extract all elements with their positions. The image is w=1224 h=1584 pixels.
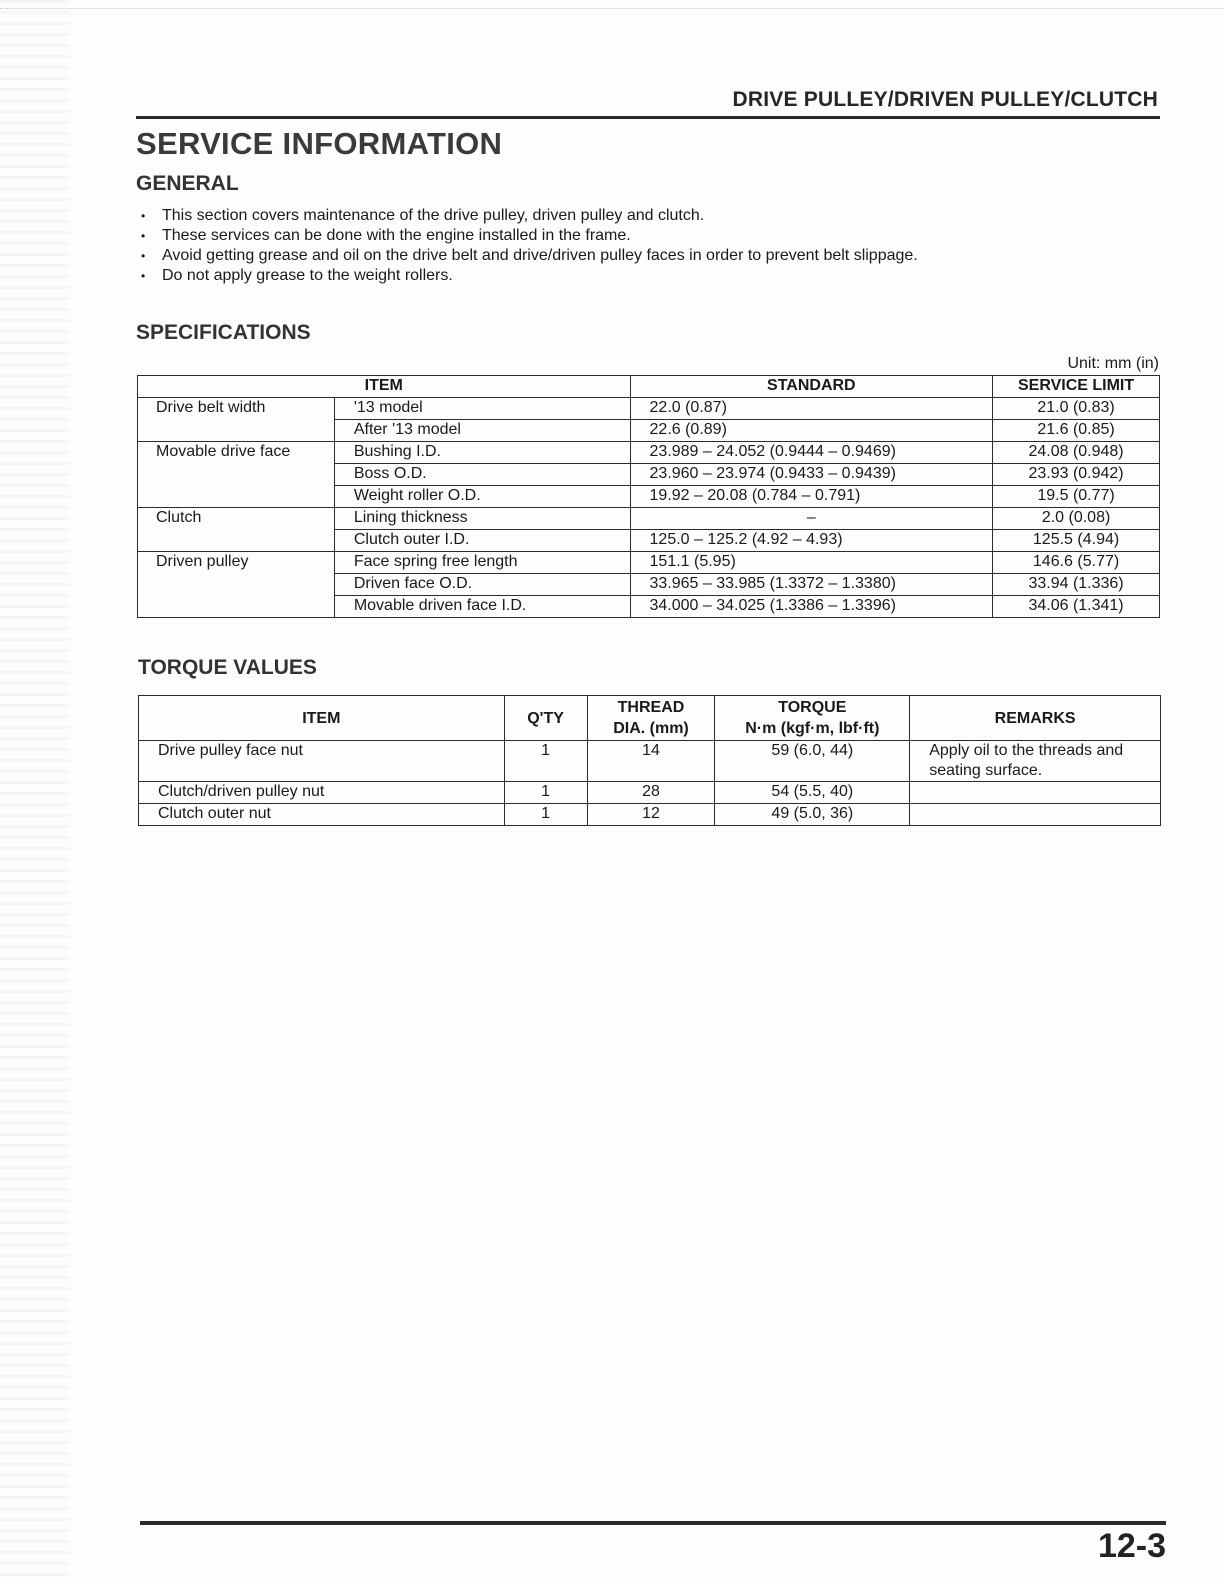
spec-limit: 19.5 (0.77)	[993, 486, 1160, 508]
spec-subitem: Boss O.D.	[334, 464, 630, 486]
spec-limit: 21.0 (0.83)	[993, 398, 1160, 420]
thread-header-line1: THREAD	[617, 699, 685, 716]
page-number: 12-3	[1097, 1527, 1166, 1565]
spec-standard: 23.960 – 23.974 (0.9433 – 0.9439)	[630, 464, 993, 486]
table-row	[138, 552, 1160, 574]
table-row	[139, 804, 1161, 826]
spec-subitem: Clutch outer I.D.	[334, 530, 630, 552]
torque-header-line2: N·m (kgf·m, lbf·ft)	[745, 720, 880, 737]
spec-standard: 151.1 (5.95)	[630, 552, 993, 574]
spec-standard: 33.965 – 33.985 (1.3372 – 1.3380)	[630, 574, 993, 596]
spec-subitem: Face spring free length	[334, 552, 630, 574]
general-heading: GENERAL	[136, 172, 239, 195]
spec-limit: 146.6 (5.77)	[993, 552, 1160, 574]
spec-subitem: Driven face O.D.	[334, 574, 630, 596]
torque-thread: 28	[587, 782, 715, 804]
spec-limit: 24.08 (0.948)	[993, 442, 1160, 464]
torque-item: Drive pulley face nut	[139, 741, 505, 782]
specifications-table	[137, 375, 1160, 618]
spec-subitem: Lining thickness	[334, 508, 630, 530]
torque-values-heading: TORQUE VALUES	[138, 656, 317, 679]
column-header-qty: Q'TY	[504, 696, 587, 741]
spec-subitem: Weight roller O.D.	[334, 486, 630, 508]
torque-qty: 1	[504, 804, 587, 826]
torque-thread: 12	[587, 804, 715, 826]
torque-qty: 1	[504, 782, 587, 804]
torque-remarks	[910, 804, 1161, 826]
scan-left-edge	[0, 0, 70, 1584]
torque-header-line1: TORQUE	[778, 699, 847, 716]
spec-item: Drive belt width	[138, 398, 335, 442]
torque-item: Clutch outer nut	[139, 804, 505, 826]
column-header-standard: STANDARD	[630, 376, 993, 398]
header-rule	[136, 116, 1160, 119]
spec-item: Clutch	[138, 508, 335, 552]
spec-standard: –	[630, 508, 993, 530]
general-bullet-list	[140, 206, 918, 286]
spec-subitem: Bushing I.D.	[334, 442, 630, 464]
spec-limit: 125.5 (4.94)	[993, 530, 1160, 552]
specifications-heading: SPECIFICATIONS	[136, 321, 311, 344]
torque-qty: 1	[504, 741, 587, 782]
torque-item: Clutch/driven pulley nut	[139, 782, 505, 804]
table-row	[138, 508, 1160, 530]
spec-subitem: '13 model	[334, 398, 630, 420]
spec-item: Movable drive face	[138, 442, 335, 508]
spec-standard: 22.0 (0.87)	[630, 398, 993, 420]
table-row	[138, 442, 1160, 464]
torque-remarks: Apply oil to the threads and seating surface.	[910, 741, 1161, 782]
spec-limit: 33.94 (1.336)	[993, 574, 1160, 596]
spec-subitem: Movable driven face I.D.	[334, 596, 630, 618]
torque-thread: 14	[587, 741, 715, 782]
bullet-item: • These services can be done with the engine installed in the frame.	[140, 226, 918, 246]
running-header: DRIVE PULLEY/DRIVEN PULLEY/CLUTCH	[732, 88, 1158, 111]
spec-subitem: After '13 model	[334, 420, 630, 442]
torque-values-table	[138, 695, 1161, 826]
table-row	[139, 782, 1161, 804]
footer-rule	[140, 1521, 1166, 1525]
spec-limit: 21.6 (0.85)	[993, 420, 1160, 442]
unit-label: Unit: mm (in)	[1067, 355, 1159, 372]
spec-limit: 23.93 (0.942)	[993, 464, 1160, 486]
spec-limit: 2.0 (0.08)	[993, 508, 1160, 530]
table-header-row	[138, 376, 1160, 398]
table-header-row	[139, 696, 1161, 741]
column-header-item: ITEM	[139, 696, 505, 741]
spec-standard: 23.989 – 24.052 (0.9444 – 0.9469)	[630, 442, 993, 464]
spec-standard: 34.000 – 34.025 (1.3386 – 1.3396)	[630, 596, 993, 618]
scan-top-edge	[0, 0, 1224, 9]
column-header-item: ITEM	[138, 376, 631, 398]
torque-value: 49 (5.0, 36)	[715, 804, 910, 826]
spec-standard: 125.0 – 125.2 (4.92 – 4.93)	[630, 530, 993, 552]
torque-value: 59 (6.0, 44)	[715, 741, 910, 782]
torque-value: 54 (5.5, 40)	[715, 782, 910, 804]
page-title: SERVICE INFORMATION	[136, 126, 503, 161]
column-header-remarks: REMARKS	[910, 696, 1161, 741]
table-row	[138, 398, 1160, 420]
bullet-item: • This section covers maintenance of the drive pulley, driven pulley and clutch.	[140, 206, 918, 226]
table-row	[139, 741, 1161, 782]
spec-limit: 34.06 (1.341)	[993, 596, 1160, 618]
spec-item: Driven pulley	[138, 552, 335, 618]
column-header-thread	[587, 696, 715, 741]
column-header-torque	[715, 696, 910, 741]
column-header-service-limit: SERVICE LIMIT	[993, 376, 1160, 398]
thread-header-line2: DIA. (mm)	[613, 720, 689, 737]
bullet-item: • Do not apply grease to the weight rollers.	[140, 266, 918, 286]
spec-standard: 19.92 – 20.08 (0.784 – 0.791)	[630, 486, 993, 508]
torque-remarks	[910, 782, 1161, 804]
bullet-item: • Avoid getting grease and oil on the drive belt and drive/driven pulley faces in order to prevent belt slippage.	[140, 246, 918, 266]
spec-standard: 22.6 (0.89)	[630, 420, 993, 442]
